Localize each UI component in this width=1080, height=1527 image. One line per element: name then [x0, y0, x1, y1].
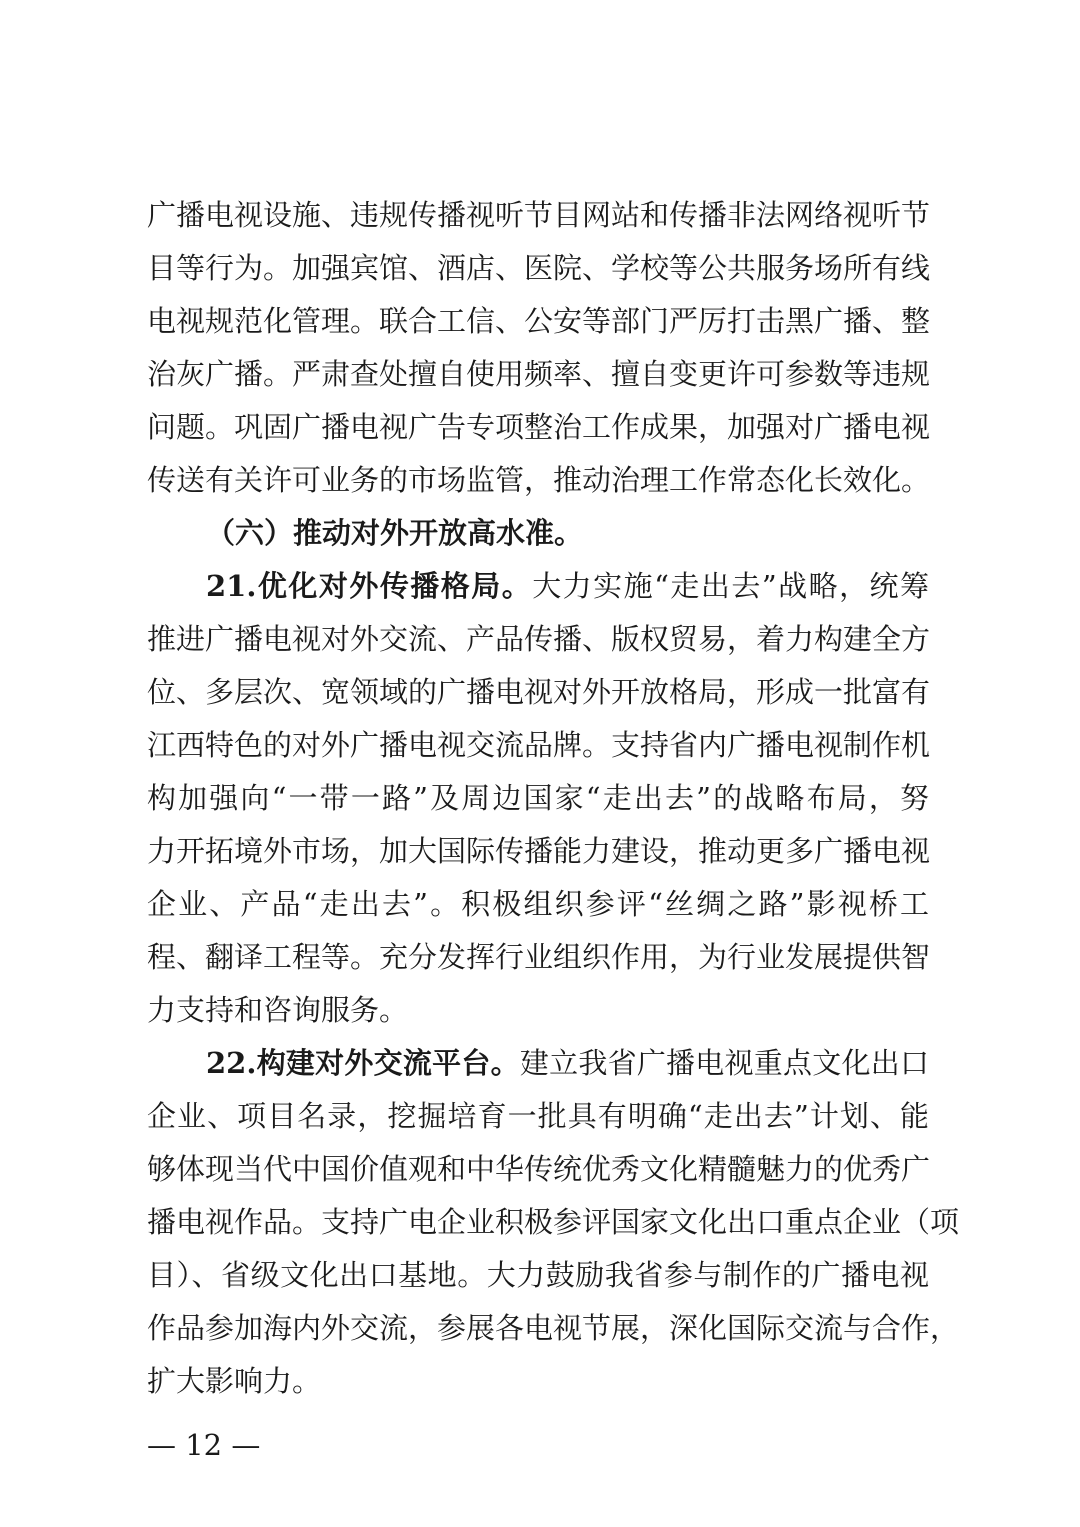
- text-line: 问题。巩固广播电视广告专项整治工作成果，加强对广播电视: [147, 410, 931, 444]
- text-line: 企业、产品“走出去”。积极组织参评“丝绸之路”影视桥工: [147, 887, 929, 921]
- text-line: 江西特色的对外广播电视交流品牌。支持省内广播电视制作机: [147, 728, 931, 762]
- item-title: 21.优化对外传播格局。: [206, 569, 533, 603]
- text-line: 广播电视设施、违规传播视听节目网站和传播非法网络视听节: [147, 198, 931, 232]
- text-line: 力开拓境外市场，加大国际传播能力建设，推动更多广播电视: [147, 834, 931, 868]
- item-first-line: [206, 1038, 929, 1088]
- page-number: — 12 —: [147, 1428, 261, 1462]
- item-title: 22.构建对外交流平台。: [206, 1046, 520, 1080]
- text-line: 程、翻译工程等。充分发挥行业组织作用，为行业发展提供智: [147, 940, 931, 974]
- text-line: 治灰广播。严肃查处擅自使用频率、擅自变更许可参数等违规: [147, 357, 931, 391]
- text-line: 构加强向“一带一路”及周边国家“走出去”的战略布局，努: [147, 781, 929, 815]
- text-line: 位、多层次、宽领域的广播电视对外开放格局，形成一批富有: [147, 675, 931, 709]
- text-line: 企业、项目名录，挖掘培育一批具有明确“走出去”计划、能: [147, 1099, 929, 1133]
- text-line: 推进广播电视对外交流、产品传播、版权贸易，着力构建全方: [147, 622, 931, 656]
- text-line: 播电视作品。支持广电企业积极参评国家文化出口重点企业（项: [147, 1205, 960, 1239]
- text-line: 够体现当代中国价值观和中华传统优秀文化精髓魅力的优秀广: [147, 1152, 931, 1186]
- text-line: 扩大影响力。: [147, 1364, 322, 1398]
- text-line: 传送有关许可业务的市场监管，推动治理工作常态化长效化。: [147, 463, 931, 497]
- text-line: 电视规范化管理。联合工信、公安等部门严厉打击黑广播、整: [147, 304, 931, 338]
- text-line: 作品参加海内外交流，参展各电视节展，深化国际交流与合作，: [147, 1311, 960, 1345]
- text-line: 力支持和咨询服务。: [147, 993, 409, 1027]
- item-text: 建立我省广播电视重点文化出口: [519, 1046, 929, 1080]
- section-heading: （六）推动对外开放高水准。: [206, 516, 584, 550]
- item-first-line: [206, 561, 929, 611]
- text-line: 目等行为。加强宾馆、酒店、医院、学校等公共服务场所有线: [147, 251, 931, 285]
- item-text: 大力实施“走出去”战略，统筹: [532, 569, 930, 603]
- text-line: 目）、省级文化出口基地。大力鼓励我省参与制作的广播电视: [147, 1258, 929, 1292]
